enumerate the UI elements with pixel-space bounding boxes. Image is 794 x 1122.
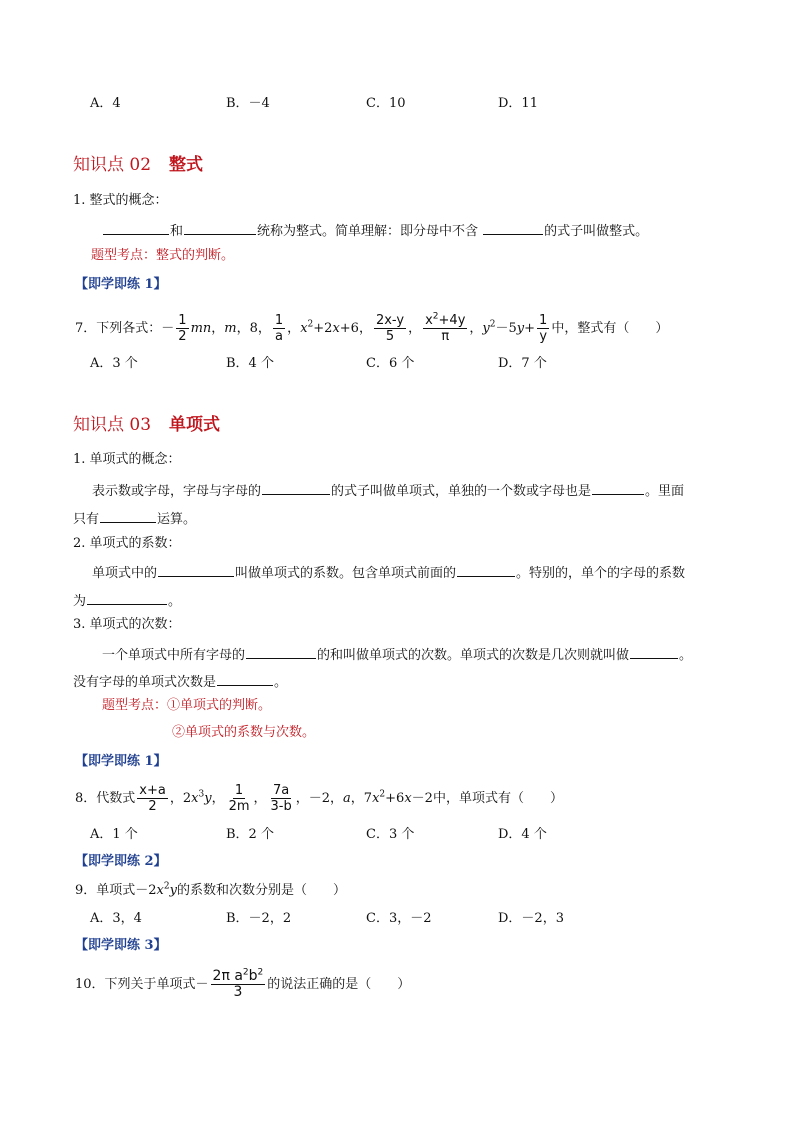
text: 统称为整式。简单理解：即分母中不含 — [257, 224, 483, 239]
text: 叫做单项式的系数。包含单项式前面的 — [235, 566, 457, 581]
question-9: 9．单项式$-2x^2y$的系数和次数分别是（ ） — [75, 881, 346, 898]
fraction: $\frac{2\pi a^2b^2}{3}$ — [212, 967, 264, 1000]
q7-option-d: D．7 个 — [498, 356, 547, 371]
section-03-item3-label: 3. 单项式的次数： — [73, 617, 181, 632]
question-10 — [75, 966, 410, 1004]
fraction: $\frac{x+a}{2}$ — [139, 783, 166, 814]
text: 和 — [170, 224, 184, 239]
text: 一个单项式中所有字母的 — [102, 648, 246, 663]
text: 中，单项式有（ ） — [432, 791, 563, 806]
section-03-number: 知识点 03 — [73, 415, 152, 435]
text: 10．下列关于单项式－ — [75, 977, 209, 992]
text: 。 — [168, 594, 182, 609]
text: 。 — [679, 648, 693, 663]
text: 。 — [274, 675, 288, 690]
text: 为 — [73, 594, 87, 609]
text: 没有字母的单项式次数是 — [73, 675, 217, 690]
text: 运算。 — [157, 512, 197, 527]
text: 。里面 — [645, 484, 685, 499]
section-03-item3-text — [102, 644, 692, 665]
section-02-title: 整式 — [169, 155, 204, 175]
prev-option-b: B．－4 — [226, 96, 270, 111]
text: 中，整式有（ ） — [551, 321, 669, 336]
q8-option-d: D．4 个 — [498, 827, 547, 842]
text: 8．代数式 — [75, 791, 136, 806]
text: 的系数和次数分别是（ ） — [176, 883, 346, 898]
fraction: $\frac{1}{y}$ — [539, 313, 548, 344]
section-03-exam-point-1: 题型考点：①单项式的判断。 — [102, 698, 272, 713]
fraction: $\frac{2x-y}{5}$ — [375, 313, 405, 344]
section-03-drill-3: 【即学即练 3】 — [75, 938, 167, 953]
section-03-drill-1: 【即学即练 1】 — [75, 754, 167, 769]
text: 的和叫做单项式的次数。单项式的次数是几次则就叫做 — [317, 648, 630, 663]
blank — [592, 480, 644, 495]
section-02-drill-1: 【即学即练 1】 — [75, 277, 167, 292]
q8-option-a: A．1 个 — [90, 827, 138, 842]
section-02-definition — [102, 220, 648, 241]
q9-option-c: C．3，－2 — [366, 911, 432, 926]
text: 。特别的，单个的字母的系数 — [516, 566, 686, 581]
blank — [457, 562, 515, 577]
text: 表示数或字母，字母与字母的 — [92, 484, 262, 499]
text: 的式子叫做整式。 — [544, 224, 649, 239]
blank — [217, 671, 273, 686]
q9-option-a: A．3，4 — [90, 911, 142, 926]
section-02-number: 知识点 02 — [73, 155, 152, 175]
section-03-item1-label: 1. 单项式的概念： — [73, 452, 181, 467]
fraction: $\frac{1}{2}$ — [178, 313, 187, 344]
section-03-item1-text — [92, 480, 684, 501]
q8-option-c: C．3 个 — [366, 827, 415, 842]
section-03-item2-text-2 — [73, 590, 181, 611]
blank — [100, 508, 156, 523]
blank — [262, 480, 330, 495]
fraction: $\frac{7a}{3-b}$ — [270, 783, 292, 814]
blank — [246, 644, 316, 659]
fraction: $\frac{1}{a}$ — [274, 313, 284, 344]
section-03-item2-label: 2. 单项式的系数： — [73, 536, 181, 551]
section-03-title: 单项式 — [169, 415, 221, 435]
section-03-heading — [73, 416, 220, 434]
section-02-exam-point: 题型考点：整式的判断。 — [91, 248, 235, 263]
section-03-exam-point-2: ②单项式的系数与次数。 — [172, 725, 316, 740]
blank — [483, 220, 543, 235]
text: 单项式中的 — [92, 566, 158, 581]
blank — [87, 590, 167, 605]
q7-option-a: A．3 个 — [90, 356, 138, 371]
section-03-drill-2: 【即学即练 2】 — [75, 854, 167, 869]
section-02-item1-label: 1. 整式的概念： — [73, 193, 168, 208]
q7-option-c: C．6 个 — [366, 356, 415, 371]
blank — [630, 644, 678, 659]
blank — [184, 220, 256, 235]
prev-option-c: C．10 — [366, 96, 406, 111]
prev-option-a: A．4 — [90, 96, 121, 111]
q8-option-b: B．2 个 — [226, 827, 274, 842]
question-7: 7．下列各式：－ $\frac{1}{2}$ mn，m，8， $\frac{1}{a}$ ，$x^2+2x+6$， $\frac{2x-y}{5}$ ， $\frac{x^2+4y}{\pi}$ ，$y^2-5y+$ $\frac{1}{y}$ 中，整式有（ ） — [75, 311, 669, 344]
section-02-heading — [73, 156, 203, 174]
question-8: 8．代数式 $\frac{x+a}{2}$ ，$2x^3y$， $\frac{1}{2m}$ ， $\frac{7a}{3-b}$ ，－2，a，$7x^2+6x-2$中，单项式有（ ） — [75, 783, 563, 814]
section-03-item3-text-2 — [73, 671, 287, 692]
blank — [103, 220, 169, 235]
text: 的式子叫做单项式，单独的一个数或字母也是 — [331, 484, 592, 499]
section-03-item2-text — [92, 562, 685, 583]
q7-option-b: B．4 个 — [226, 356, 274, 371]
text: 只有 — [73, 512, 100, 527]
blank — [158, 562, 234, 577]
text: 的说法正确的是（ ） — [267, 977, 411, 992]
text: 7．下列各式：－ — [75, 321, 175, 336]
text: 9．单项式－2 — [75, 883, 157, 898]
q9-option-b: B．－2，2 — [226, 911, 292, 926]
fraction: $\frac{1}{2m}$ — [228, 783, 250, 814]
q9-option-d: D．－2，3 — [498, 911, 564, 926]
fraction: $\frac{x^2+4y}{\pi}$ — [425, 311, 466, 344]
prev-option-d: D．11 — [498, 96, 538, 111]
section-03-item1-text-2 — [73, 508, 196, 529]
